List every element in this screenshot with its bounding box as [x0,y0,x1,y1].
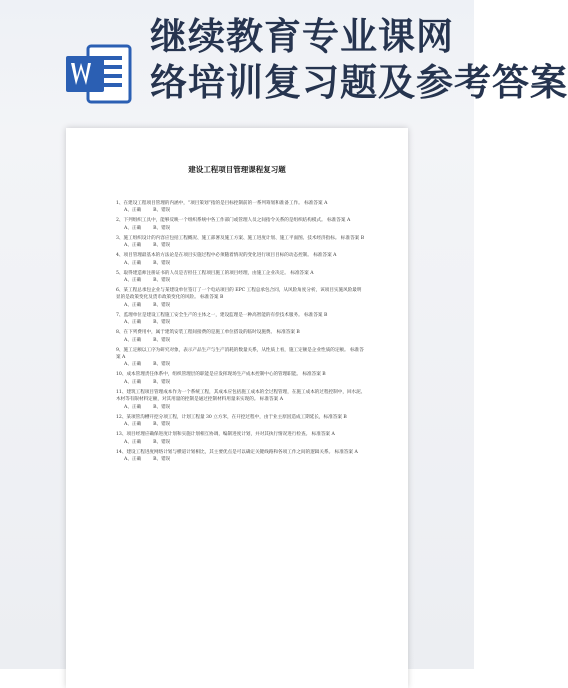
question-option: A、正确 [124,225,142,231]
question-option: B、错误 [153,260,171,266]
question-option: B、错误 [153,208,171,214]
question-text: 2、下列组织工具中，能够反映一个组织系统中各工作部门或管理人员之间指令关系的是组织结构模式。 标准答案 A [116,218,351,224]
question-text: 7、监理单位是建设工程施工安全生产的主体之一，建设监理是一种高智能的有偿技术服务。 标准答案 B [116,312,328,318]
question-option: A、正确 [124,404,142,410]
question-text: 14、建设工程进度网络计划与横道计划相比，其主要优点是可以确定关键线路和各项工作之间的逻辑关系。 标准答案 A [116,449,358,455]
question-item [116,371,366,386]
question-option: B、错误 [153,225,171,231]
question-text: 5、取得建造师注册证书的人员是否担任工程项目施工的项目经理，由施工企业决定。 标准答案 A [116,270,314,276]
question-text: 13、项目经理应确保进度计划和实施计划相互协调，编制进度计划，并对其执行情况进行检查。 标准答案 A [116,432,335,438]
question-item [116,200,366,215]
question-options [116,225,366,232]
question-text: 6、某工程总承包企业与某建设单位签订了一个电站项目的 EPC 工程总承包合同，从风险角度分析，该项目实施风险最明显的是政策变化及货币政策变化的风险。 标准答案 B [116,288,362,301]
headline-line-2: 络培训复习题及参考答案 [150,61,568,104]
question-item [116,414,366,429]
question-item [116,329,366,344]
question-option: B、错误 [153,379,171,385]
question-options [116,277,366,284]
question-options [116,404,366,411]
question-option: A、正确 [124,278,142,284]
question-option: B、错误 [153,362,171,368]
question-option: A、正确 [124,439,142,445]
question-option: A、正确 [124,422,142,428]
question-option: B、错误 [153,422,171,428]
question-option: B、错误 [153,404,171,410]
question-text: 12、某项管沟槽开挖分项工程，计划工程量 30 立方米，在开挖过程中，由于业主原因造成工期延长，标准答案 B [116,414,347,420]
question-item [116,347,366,369]
headline-line-1: 继续教育专业课网 [150,15,454,58]
question-option: B、错误 [153,439,171,445]
question-option: A、正确 [124,302,142,308]
question-option: A、正确 [124,337,142,343]
question-options [116,319,366,326]
question-text: 3、施工组织设计的内容应包括工程概况、施工部署及施工方案、施工进度计划、施工平面图、技术经济指标。 标准答案 B [116,235,365,241]
question-option: A、正确 [124,320,142,326]
question-options [116,456,366,463]
question-options [116,361,366,368]
question-option: A、正确 [124,243,142,249]
question-options [116,337,366,344]
word-document-icon [62,36,136,110]
question-item [116,252,366,267]
question-item [116,217,366,232]
question-item [116,449,366,464]
question-option: A、正确 [124,362,142,368]
question-option: B、错误 [153,302,171,308]
question-option: A、正确 [124,379,142,385]
question-item [116,389,366,411]
question-text: 10、成本管理责任体系中，组织管理层的职能是应发挥现场生产成本控制中心的管理职能。 标准答案 B [116,372,326,378]
question-option: B、错误 [153,243,171,249]
question-options [116,439,366,446]
question-option: B、错误 [153,337,171,343]
question-text: 9、施工定额以工序为研究对象，表示产品生产与生产消耗的数量关系，从性质上看，施工定额是企业性质的定额。 标准答案 A [116,347,364,361]
question-text: 4、项目管理最基本的方法论是在项目实施过程中必须随着情况的变化进行项目目标的动态控制。 标准答案 A [116,253,337,259]
question-options [116,207,366,214]
question-item [116,312,366,327]
question-text: 8、在下列费用中，属于建筑安装工程间接费的是施工单位搭设的临时设施费。 标准答案 B [116,330,300,336]
question-options [116,242,366,249]
question-option: A、正确 [124,260,142,266]
question-item [116,270,366,285]
question-option: B、错误 [153,320,171,326]
question-option: B、错误 [153,456,171,462]
question-options [116,260,366,267]
question-option: A、正确 [124,456,142,462]
question-item [116,431,366,446]
headline [150,14,568,114]
question-list [116,200,366,466]
question-item [116,235,366,250]
document-title: 建设工程项目管理课程复习题 [188,165,286,174]
question-text: 11、建筑工程项目管理成本作为一个系统工程，其成本应包括施工成本的全过程管理，在施工成本的过程控制中，回水泥、木材等有限材料定额，对其用量的控制是通过控制材料用量来实现的。 标准答案 A [116,389,366,403]
question-option: B、错误 [153,278,171,284]
question-option: A、正确 [124,208,142,214]
document-page [66,128,408,688]
question-text: 1、在建设工程项目管理的内涵中，“项目策划”指的是目标控制前的一系列筹划和准备工作。 标准答案 A [116,201,328,206]
question-options [116,302,366,309]
question-options [116,421,366,428]
question-item [116,287,366,309]
question-options [116,379,366,386]
